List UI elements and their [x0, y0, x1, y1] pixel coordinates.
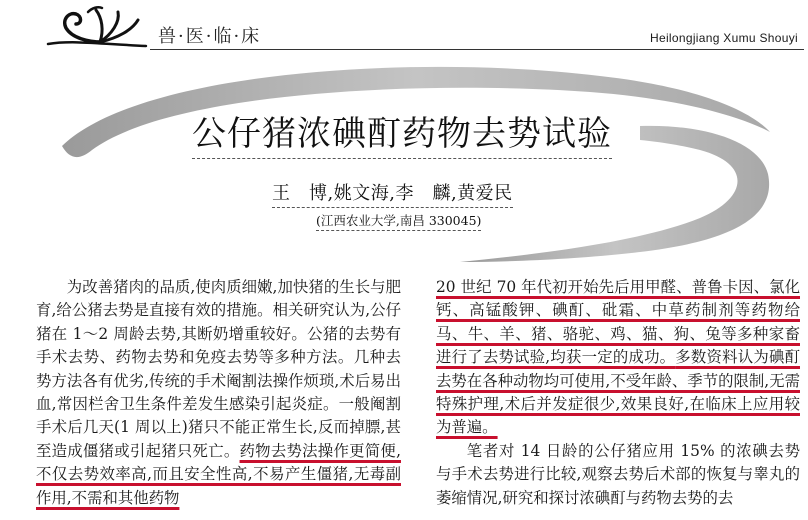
- article-affiliation: (江西农业大学,南昌 330045): [316, 212, 481, 231]
- highlighted-text: 多数资料认为碘酊去势在各种动物均可使用,不受年龄、季节的限制,无需特殊护理,术后并发症很少,效果良好,在临床上应用较为普遍。: [436, 348, 800, 437]
- body-column-right: [436, 276, 800, 510]
- highlighted-text: 20 世纪 70 年代初开始先后用甲醛、普鲁卡因、氯化钙、高锰酸钾、碘酊、砒霜、中草药制剂等药物给马、牛、羊、猪、骆驼、鸡、猫、狗、兔等多种家畜进行了去势试验,均获一定的成功。: [436, 278, 800, 367]
- article-authors: 王 博,姚文海,李 麟,黄爱民: [272, 181, 513, 208]
- body-column-left: [36, 276, 401, 510]
- body-paragraph: [436, 440, 800, 510]
- body-text: 笔者对 14 日龄的公仔猪应用 15% 的浓碘去势与手术去势进行比较,观察去势后术部的恢复与睾丸的萎缩情况,研究和探讨浓碘酊与药物去势的去: [436, 441, 800, 507]
- journal-name-english: Heilongjiang Xumu Shouyi: [650, 31, 798, 45]
- header-divider: [150, 49, 804, 50]
- body-paragraph: [436, 276, 800, 440]
- article-title: 公仔猪浓碘酊药物去势试验: [192, 111, 612, 159]
- body-paragraph: [36, 276, 401, 510]
- body-text: 为改善猪肉的品质,使肉质细嫩,加快猪的生长与肥育,给公猪去势是直接有效的措施。相关研究认为,公仔猪在 1～2 周龄去势,其断奶增重较好。公猪的去势有手术去势、药物去势和免疫去势等多种方法。几种去势方法各有优劣,传统的手术阉割法操作烦琐,术后易出血,常因栏舍卫生条件差发生感染引起炎症。一般阉割手术后几天(1 周以上)猪只不能正常生长,反而掉膘,甚至造成僵猪或引起猪只死亡。: [36, 278, 401, 460]
- journal-name-chinese: 兽·医·临·床: [158, 26, 262, 47]
- journal-logo-swirl-icon: [42, 4, 154, 50]
- highlighted-text: 药物去势法操作更简便,不仅去势效率高,而且安全性高,不易产生僵猪,无毒副作用,不需和其他药物: [36, 441, 401, 507]
